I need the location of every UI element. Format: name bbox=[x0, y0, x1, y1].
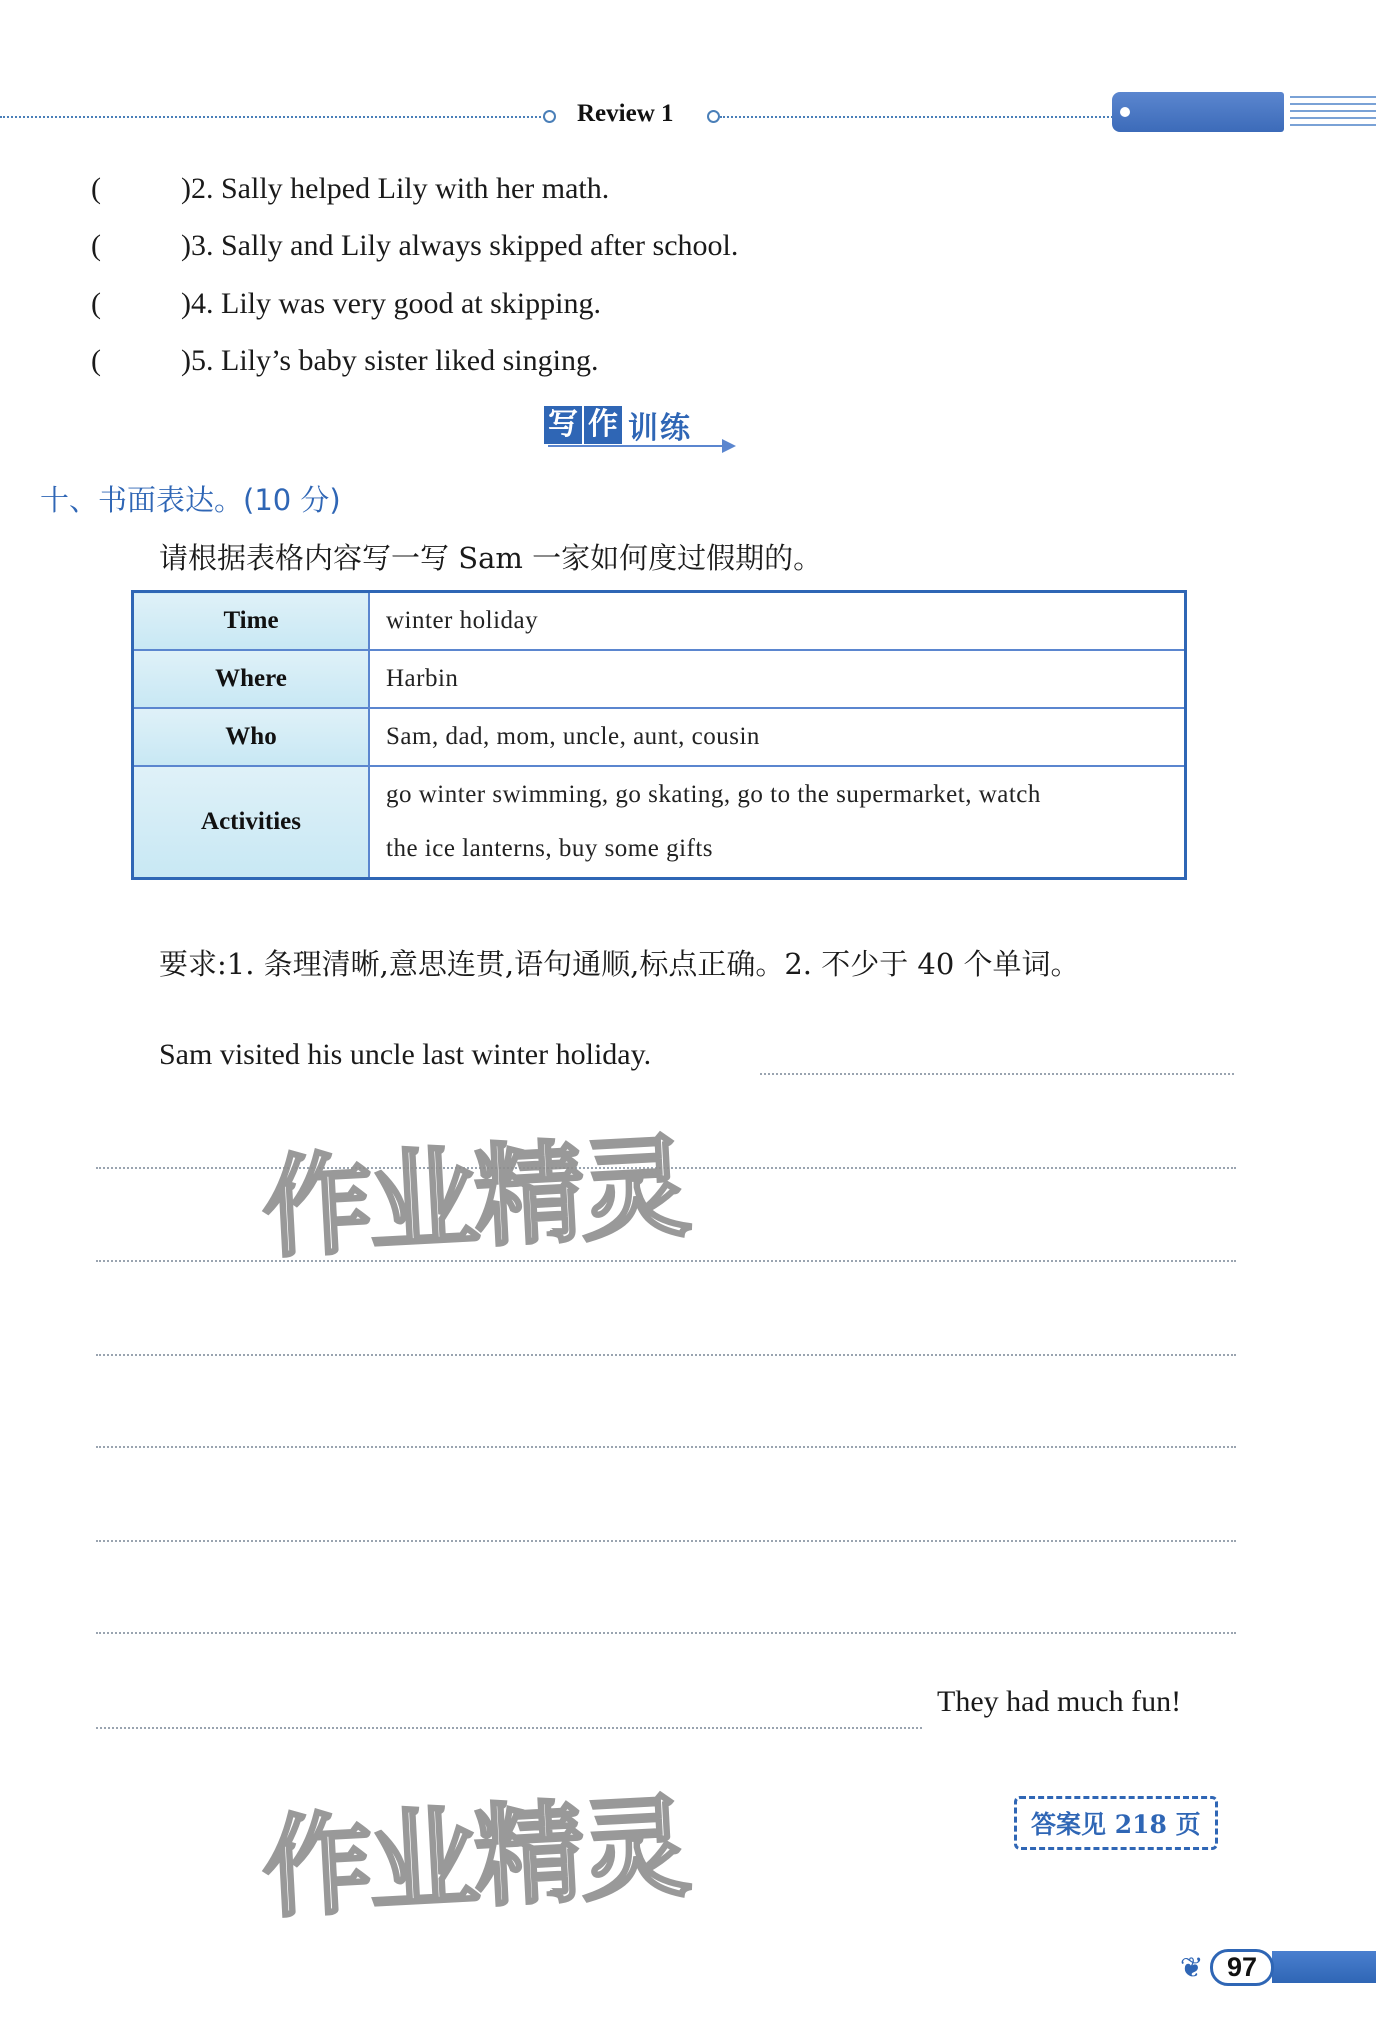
table-row bbox=[133, 592, 1186, 651]
watermark: 作业精灵 bbox=[259, 1782, 690, 1933]
table-key: Activities bbox=[133, 766, 370, 879]
banner-char: 写 bbox=[544, 406, 582, 444]
page-number: 97 bbox=[1210, 1949, 1274, 1986]
composition-opening: Sam visited his uncle last winter holiday. bbox=[159, 1038, 652, 1071]
writing-line[interactable] bbox=[96, 1446, 1236, 1448]
table-value: winter holiday bbox=[369, 592, 1186, 651]
tf-item-5 bbox=[91, 344, 598, 378]
requirements-text: 要求:1. 条理清晰,意思连贯,语句通顺,标点正确。2. 不少于 40 个单词。 bbox=[159, 947, 1080, 981]
table-key: Where bbox=[133, 650, 370, 708]
section-title: 十、书面表达。(10 分) bbox=[40, 483, 341, 517]
banner-char: 作 bbox=[584, 406, 622, 444]
composition-closing: They had much fun! bbox=[937, 1685, 1182, 1718]
table-key: Who bbox=[133, 708, 370, 766]
tf-item-2 bbox=[91, 172, 609, 206]
banner-arrow-head bbox=[722, 439, 736, 453]
table-row bbox=[133, 650, 1186, 708]
leaf-icon: ❦ bbox=[1180, 1951, 1204, 1984]
table-value: Harbin bbox=[369, 650, 1186, 708]
tf-statement: )3. Sally and Lily always skipped after school. bbox=[181, 229, 739, 262]
header-rule-right bbox=[720, 116, 1120, 118]
writing-line[interactable] bbox=[96, 1540, 1236, 1542]
header-dot-left bbox=[543, 110, 556, 123]
header-tab-hole bbox=[1120, 107, 1130, 117]
banner-arrow-line bbox=[548, 445, 726, 447]
watermark: 作业精灵 bbox=[259, 1122, 690, 1273]
section-instruction: 请根据表格内容写一写 Sam 一家如何度过假期的。 bbox=[159, 541, 823, 575]
header-dot-right bbox=[707, 110, 720, 123]
answer-blank[interactable]: ( bbox=[91, 287, 101, 320]
answer-blank[interactable]: ( bbox=[91, 172, 101, 205]
header-rule-left bbox=[0, 116, 545, 118]
table-row bbox=[133, 766, 1186, 879]
tf-item-4 bbox=[91, 287, 601, 321]
banner-char: 练 bbox=[660, 411, 690, 446]
table-value-line: go winter swimming, go skating, go to the supermarket, watch bbox=[386, 781, 1041, 808]
banner-char: 训 bbox=[628, 411, 658, 446]
header-tab-decoration bbox=[1112, 92, 1284, 132]
writing-line[interactable] bbox=[96, 1727, 922, 1729]
tf-item-3 bbox=[91, 229, 738, 263]
writing-line[interactable] bbox=[96, 1354, 1236, 1356]
table-value-line: the ice lanterns, buy some gifts bbox=[386, 835, 714, 862]
table-value bbox=[369, 766, 1186, 879]
tf-statement: )5. Lily’s baby sister liked singing. bbox=[181, 344, 599, 377]
writing-practice-banner bbox=[544, 403, 690, 447]
table-value: Sam, dad, mom, uncle, aunt, cousin bbox=[369, 708, 1186, 766]
writing-line[interactable] bbox=[760, 1073, 1234, 1075]
tf-statement: )4. Lily was very good at skipping. bbox=[181, 287, 601, 320]
table-key: Time bbox=[133, 592, 370, 651]
answer-reference: 答案见 218 页 bbox=[1014, 1796, 1218, 1850]
tf-statement: )2. Sally helped Lily with her math. bbox=[181, 172, 610, 205]
answer-blank[interactable]: ( bbox=[91, 344, 101, 377]
header-stripes bbox=[1290, 92, 1376, 132]
page-header-title: Review 1 bbox=[577, 100, 674, 127]
answer-blank[interactable]: ( bbox=[91, 229, 101, 262]
info-table bbox=[131, 590, 1187, 880]
writing-line[interactable] bbox=[96, 1632, 1236, 1634]
footer-tab bbox=[1272, 1951, 1376, 1983]
table-row bbox=[133, 708, 1186, 766]
